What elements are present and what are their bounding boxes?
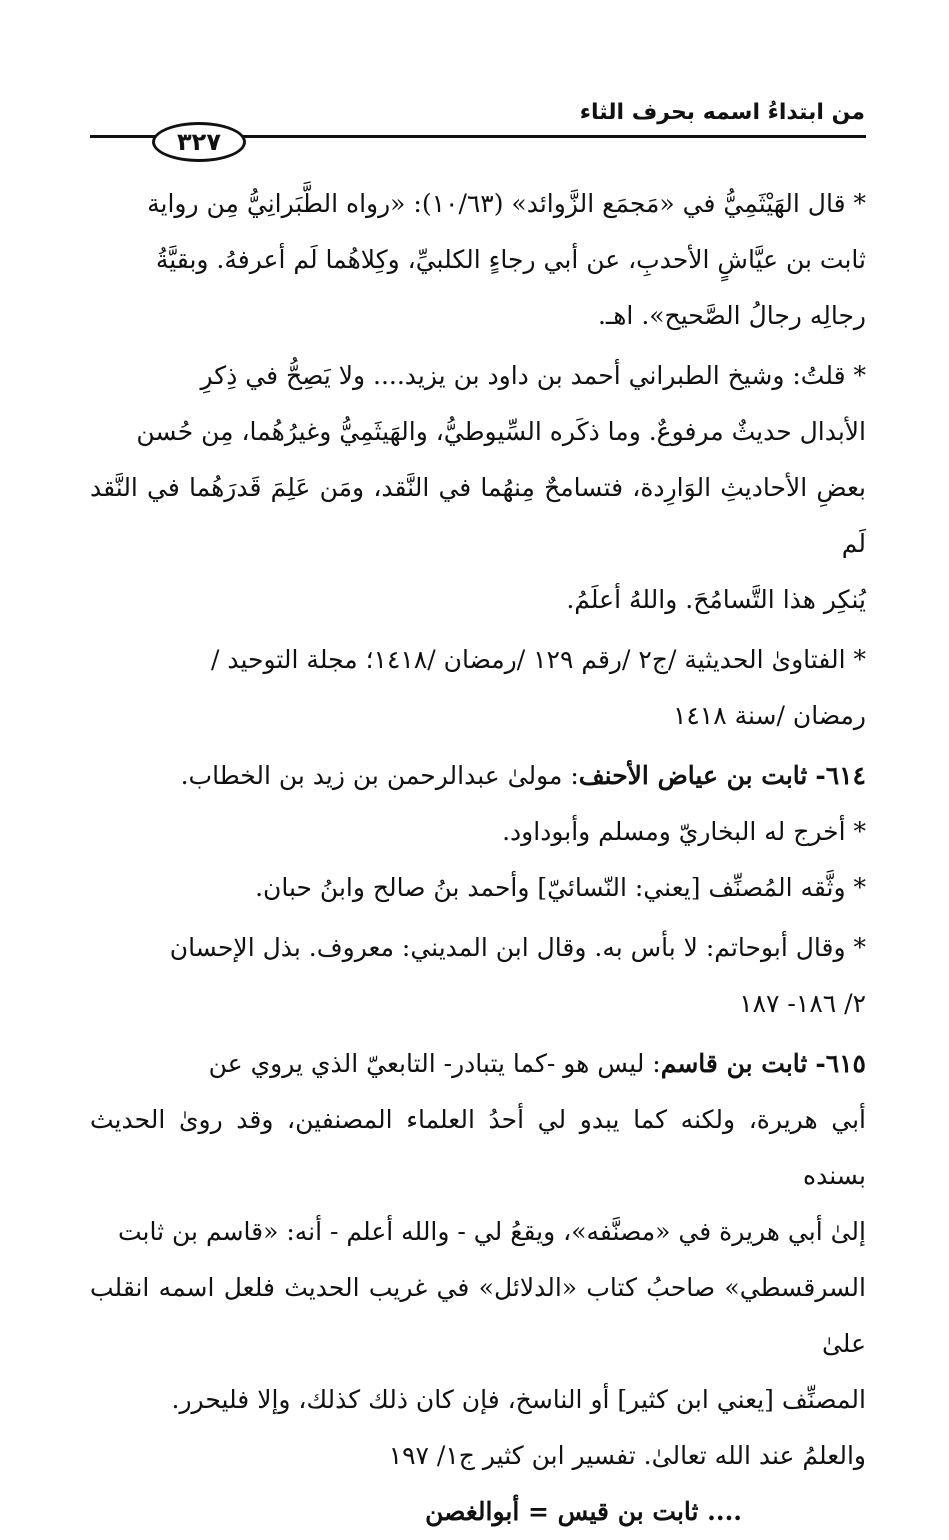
text-line: ٢/ ١٨٦- ١٨٧ <box>739 989 866 1018</box>
entry-name: ثابت بن عياض الأحنف <box>578 761 808 790</box>
text-line: الأبدال حديثٌ مرفوعٌ. وما ذكَره السِّيوطيُّ، والهَيثَمِيُّ وغيرُهُما، مِن حُسن <box>136 417 866 446</box>
text-line: * وقال أبوحاتم: لا بأس به. وقال ابن المديني: معروف. بذل الإحسان <box>169 933 866 962</box>
paragraph-author-note <box>90 348 866 628</box>
page-number: ٣٢٧ <box>152 122 246 162</box>
paragraph-haythami-quote <box>90 176 866 344</box>
text-line: إلىٰ أبي هريرة في «مصنَّفه»، ويقعُ لي - والله أعلم - أنه: «قاسم بن ثابت <box>117 1217 866 1246</box>
entry-description: : مولىٰ عبدالرحمن بن زيد بن الخطاب. <box>180 761 579 790</box>
text-line: المصنِّف [يعني ابن كثير] أو الناسخ، فإن كان ذلك كذلك، وإلا فليحرر. <box>171 1385 866 1414</box>
text-line: بعضِ الأحاديثِ الوَارِدة، فتسامحٌ مِنهُما في النَّقد، ومَن عَلِمَ قَدرَهُما في النَّقد لَم <box>90 473 866 558</box>
body-text <box>90 176 866 1540</box>
paragraph-authentication <box>90 860 866 916</box>
text-line: * وثَّقه المُصنِّف [يعني: النّسائيّ] وأحمد بنُ صالح وابنُ حبان. <box>255 873 866 902</box>
running-title: من ابتداءُ اسمه بحرف الثاء <box>579 100 865 125</box>
text-line: رمضان /سنة ١٤١٨ <box>672 701 866 730</box>
entry-615 <box>90 1036 866 1484</box>
paragraph-narrators <box>90 804 866 860</box>
paragraph-source-reference <box>90 632 866 744</box>
entry-name: ثابت بن قاسم <box>660 1049 808 1078</box>
text-line: * أخرج له البخاريّ ومسلم وأبوداود. <box>502 817 866 846</box>
text-line: والعلمُ عند الله تعالىٰ. تفسير ابن كثير ج١/ ١٩٧ <box>388 1441 866 1470</box>
entry-description: : ليس هو -كما يتبادر- التابعيّ الذي يروي عن <box>208 1049 661 1078</box>
text-line: * قال الهَيْثَمِيُّ في «مَجمَع الزَّوائد» (١٠/٦٣): «رواه الطَّبَرانِيُّ مِن رواية <box>147 189 866 218</box>
text-line: أبي هريرة، ولكنه كما يبدو لي أحدُ العلماء المصنفين، وقد روىٰ الحديث بسنده <box>90 1105 866 1190</box>
text-line: ثابت بن عيَّاشٍ الأحدبِ، عن أبي رجاءٍ الكلبيِّ، وكِلاهُما لَم أعرفهُ. وبقيَّةُ <box>155 245 866 274</box>
text-line: .... ثابت بن قيس = أبوالغصن <box>425 1497 742 1526</box>
text-line: * قلتُ: وشيخ الطبراني أحمد بن داود بن يزيد.... ولا يَصِحُّ في ذِكرِ <box>200 361 866 390</box>
entry-number: ٦١٥- <box>815 1049 866 1078</box>
entry-614 <box>90 748 866 804</box>
paragraph-abu-hatim <box>90 920 866 1032</box>
entry-number: ٦١٤- <box>815 761 866 790</box>
text-line: يُنكِر هذا التَّسامُحَ. واللهُ أعلَمُ. <box>566 585 866 614</box>
text-line: السرقسطي» صاحبُ كتاب «الدلائل» في غريب الحديث فلعل اسمه انقلب علىٰ <box>90 1273 866 1358</box>
cross-reference <box>90 1484 866 1540</box>
text-line: * الفتاوىٰ الحديثية /ج٢ /رقم ١٢٩ /رمضان /١٤١٨؛ مجلة التوحيد / <box>210 645 866 674</box>
text-line: رجالِه رجالُ الصَّحيح». اهـ. <box>597 301 866 330</box>
